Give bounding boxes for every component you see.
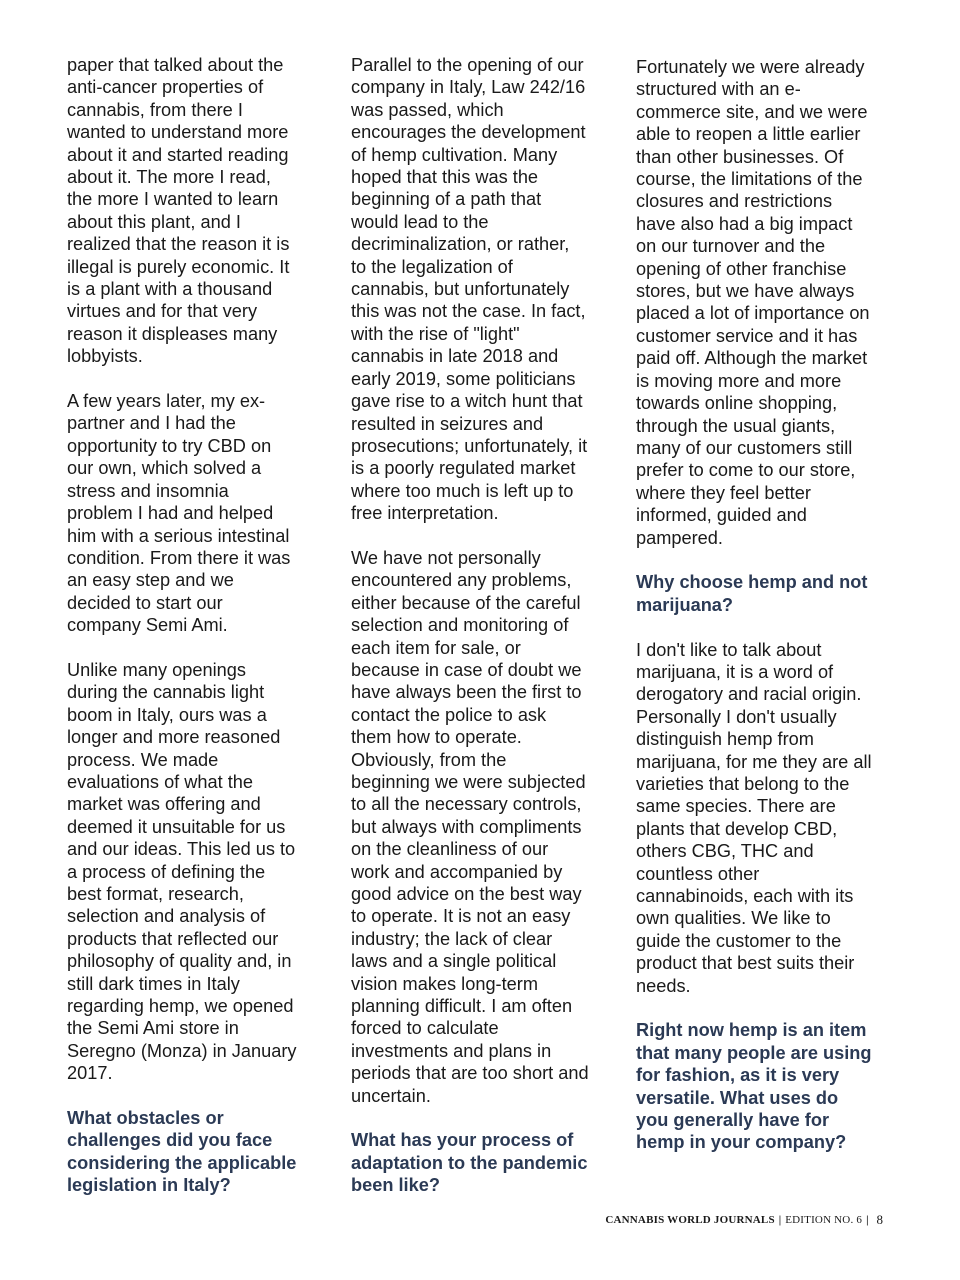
page-footer <box>605 1212 883 1228</box>
paragraph-gap <box>636 549 906 571</box>
paragraph-gap <box>636 616 906 638</box>
paragraph-gap <box>67 368 325 390</box>
footer-divider: | <box>866 1214 869 1226</box>
paragraph-gap <box>636 997 906 1019</box>
interview-question: Why choose hemp and not marijuana? <box>636 572 868 615</box>
interview-question: What has your process of adaptation to the pandemic been like? <box>351 1130 588 1196</box>
page-number: 8 <box>876 1212 883 1227</box>
article-column-left <box>67 54 325 1197</box>
paragraph-gap <box>67 1085 325 1107</box>
publication-name: CANNABIS WORLD JOURNALS <box>605 1214 775 1226</box>
body-paragraph: I don't like to talk about marijuana, it is a word of derogatory and racial origin. Personally I don't usually distinguish hemp from marijuana, for me they are all varieties that belong to the same species. There are plants that develop CBD, others CBG, THC and countless other cannabinoids, each with its own qualities. We like to guide the customer to the product that best suits their needs. <box>636 639 872 996</box>
body-paragraph: paper that talked about the anti-cancer properties of cannabis, from there I wanted to understand more about it and started reading about it. The more I read, the more I wanted to learn about this plant, and I realized that the reason it is illegal is purely economic. It is a plant with a thousand virtues and for that very reason it displeases many lobbyists. <box>67 55 290 367</box>
paragraph-gap <box>351 525 609 547</box>
body-paragraph: Fortunately we were already structured with an e- commerce site, and we were able to reopen a little earlier than other businesses. Of course, the limitations of the closures and restrictions have also had a big impact on our turnover and the opening of other franchise stores, but we have always placed a lot of importance on customer service and it has paid off. Although the market is moving more and more towards online shopping, through the usual giants, many of our customers still prefer to come to our store, where they feel better informed, guided and pampered. <box>636 57 870 548</box>
paragraph-gap <box>351 1107 609 1129</box>
interview-question: What obstacles or challenges did you face considering the applicable legislation in Italy? <box>67 1108 297 1196</box>
interview-question: Right now hemp is an item that many people are using for fashion, as it is very versatile. What uses do you generally have for hemp in your company? <box>636 1020 872 1153</box>
paragraph-gap <box>67 637 325 659</box>
body-paragraph: Unlike many openings during the cannabis light boom in Italy, ours was a longer and more reasoned process. We made evaluations of what the market was offering and deemed it unsuitable for us and our ideas. This led us to a process of defining the best format, research, selection and analysis of products that reflected our philosophy of quality and, in still dark times in Italy regarding hemp, we opened the Semi Ami store in Seregno (Monza) in January 2017. <box>67 659 297 1084</box>
body-paragraph: A few years later, my ex- partner and I had the opportunity to try CBD on our own, which solved a stress and insomnia problem I had and helped him with a serious intestinal condition. From there it was an easy step and we decided to start our company Semi Ami. <box>67 391 291 636</box>
footer-separator: | <box>778 1214 782 1226</box>
body-paragraph: We have not personally encountered any problems, either because of the careful selection and monitoring of each item for sale, or because in case of doubt we have always been the first to contact the police to ask them how to operate. Obviously, from the beginning we were subjected to all the necessary controls, but always with compliments on the cleanliness of our work and accompanied by good advice on the best way to operate. It is not an easy industry; the lack of clear laws and a single political vision makes long-term planning difficult. I am often forced to calculate investments and plans in periods that are too short and uncertain. <box>351 547 589 1106</box>
body-paragraph: Parallel to the opening of our company in Italy, Law 242/16 was passed, which encourages the development of hemp cultivation. Many hoped that this was the beginning of a path that would lead to the decriminalization, or rather, to the legalization of cannabis, but unfortunately this was not the case. In fact, with the rise of "light" cannabis in late 2018 and early 2019, some politicians gave rise to a witch hunt that resulted in seizures and prosecutions; unfortunately, it is a poorly regulated market where too much is left up to free interpretation. <box>351 55 588 524</box>
article-column-right <box>636 56 906 1154</box>
article-column-middle <box>351 54 609 1197</box>
edition-number: EDITION NO. 6 <box>785 1214 863 1226</box>
